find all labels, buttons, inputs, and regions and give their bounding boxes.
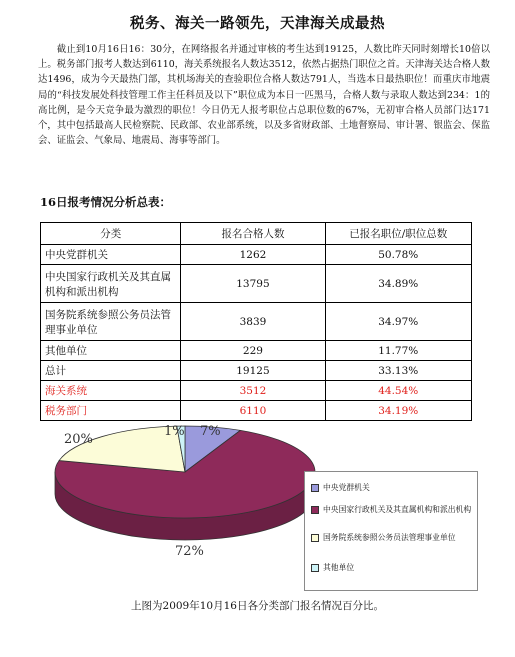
- cell-count: 1262: [181, 245, 325, 265]
- legend-label: 中央党群机关: [323, 483, 370, 492]
- cell-ratio: 50.78%: [325, 245, 472, 265]
- chart-caption: 上图为2009年10月16日各分类部门报名情况百分比。: [131, 600, 384, 612]
- cell-category: 总计: [41, 361, 181, 381]
- cell-category: 其他单位: [41, 341, 181, 361]
- cell-ratio: 34.97%: [325, 303, 472, 341]
- cell-count: 3512: [181, 381, 325, 401]
- page-title: 税务、海关一路领先，天津海关成最热: [130, 15, 385, 32]
- cell-category: 税务部门: [41, 401, 181, 421]
- cell-count: 229: [181, 341, 325, 361]
- header-category: 分类: [41, 223, 181, 245]
- pie-label-central-party: 7%: [200, 424, 221, 439]
- legend-swatch: [311, 534, 319, 542]
- cell-category: 中央国家行政机关及其直属机构和派出机构: [41, 265, 181, 303]
- legend-label: 其他单位: [323, 563, 355, 572]
- table-heading: 16日报考情况分析总表：: [40, 195, 172, 209]
- table-body: [41, 245, 472, 421]
- cell-ratio: 34.19%: [325, 401, 472, 421]
- cell-category: 中央党群机关: [41, 245, 181, 265]
- stats-table: [40, 222, 472, 421]
- table-row: [41, 245, 472, 265]
- legend-swatch: [311, 564, 319, 572]
- header-ratio: 已报名职位/职位总数: [325, 223, 472, 245]
- cell-ratio: 34.89%: [325, 265, 472, 303]
- pie-label-central-admin: 72%: [175, 544, 204, 559]
- header-count: 报名合格人数: [181, 223, 325, 245]
- cell-count: 13795: [181, 265, 325, 303]
- cell-count: 6110: [181, 401, 325, 421]
- legend-swatch: [311, 506, 319, 514]
- table-row: [41, 381, 472, 401]
- cell-ratio: 11.77%: [325, 341, 472, 361]
- cell-count: 3839: [181, 303, 325, 341]
- cell-category: 国务院系统参照公务员法管理事业单位: [41, 303, 181, 341]
- table-row: [41, 361, 472, 381]
- cell-category: 海关系统: [41, 381, 181, 401]
- article-paragraph: 截止到10月16日16：30分，在网络报名并通过审核的考生达到19125，人数比昨天同时刻增长10倍以上。税务部门报考人数达到6110，海关系统报名人数达3512，依然占据热门职位之首。天津海关达合格人数达1496，成为今天最热门部，其机场海关的查验职位合格人数达791人，当选本日最热职位！而重庆市地震局的“科技发展处科技管理工作主任科员及以下”职位成为本日一匹黑马，合格人数与录取人数达到234：1的高比例，是今天竞争最为激烈的职位！今日仍无人报考职位占总职位数的67%，无初审合格人员部门达171个，其中包括最高人民检察院、民政部、农业部系统，以及多省财政部、土地督察局、审计署、银监会、保监会、证监会、气象局、地震局、海事等部门。: [38, 44, 490, 147]
- cell-ratio: 44.54%: [325, 381, 472, 401]
- table-header-row: [41, 223, 472, 245]
- pie-label-other: 1%: [164, 424, 185, 439]
- table-row: [41, 341, 472, 361]
- pie-label-state-council: 20%: [64, 432, 93, 447]
- table-row: [41, 303, 472, 341]
- table-row: [41, 265, 472, 303]
- legend-swatch: [311, 484, 319, 492]
- cell-count: 19125: [181, 361, 325, 381]
- cell-ratio: 33.13%: [325, 361, 472, 381]
- chart-legend: [304, 471, 478, 591]
- legend-label: 中央国家行政机关及其直属机构和派出机构: [323, 505, 472, 514]
- legend-label: 国务院系统参照公务员法管理事业单位: [323, 533, 456, 542]
